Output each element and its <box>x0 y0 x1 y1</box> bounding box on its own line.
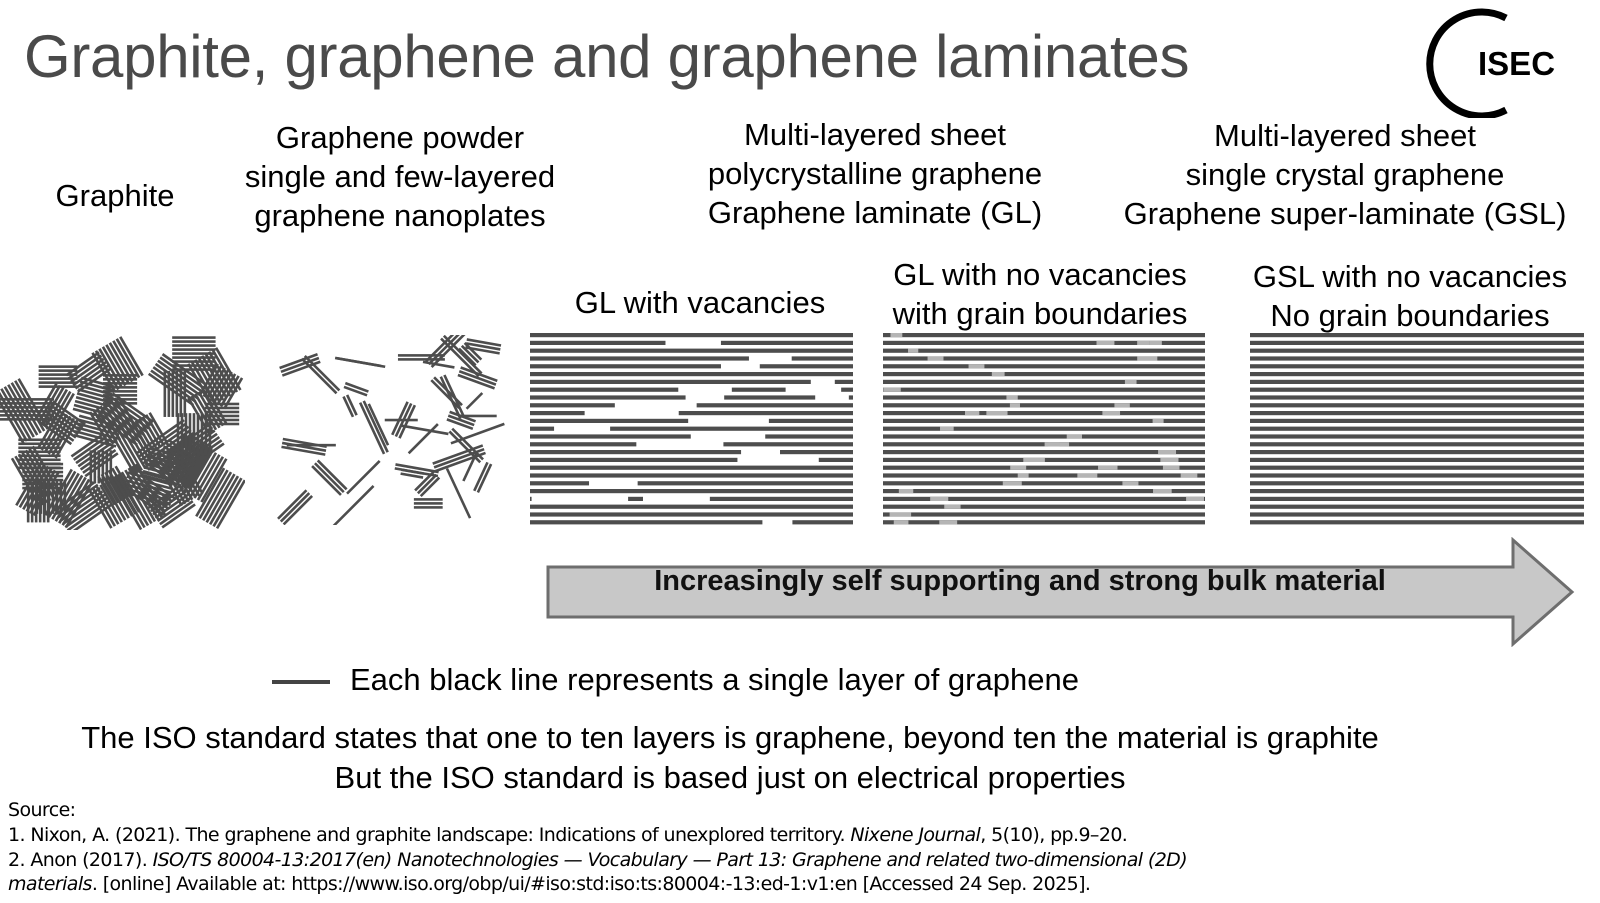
graphene-layer <box>31 482 34 523</box>
ref-link-text: . [online] Available at: https://www.iso.org/obp/ui/#iso:std:iso:ts:80004:-13:ed-1:v1:en [Accessed 24 Sep. 2025]. <box>91 873 1091 895</box>
graphene-layer <box>883 434 1205 438</box>
grain-boundary <box>890 512 912 516</box>
graphene-layer <box>314 462 345 493</box>
header-graphene-laminate <box>665 115 1085 232</box>
graphene-layer <box>385 419 418 422</box>
graphene-layer <box>47 482 50 523</box>
grain-boundary <box>965 411 979 415</box>
vacancy <box>589 481 638 486</box>
grain-boundary <box>883 388 900 392</box>
vacancy <box>811 379 835 384</box>
graphene-layer <box>1250 427 1584 431</box>
grain-boundary <box>1160 458 1178 462</box>
graphene-layer <box>883 466 1205 470</box>
subhead-gsl <box>1230 257 1590 335</box>
sources-heading: Source: <box>8 799 76 821</box>
header-line: Graphene super-laminate (GSL) <box>1123 196 1567 231</box>
graphene-layer <box>883 380 1205 384</box>
graphene-layer <box>414 498 443 501</box>
graphene-platelet <box>414 498 443 509</box>
graphene-platelet <box>311 459 347 495</box>
graphene-layer <box>180 371 183 417</box>
grain-boundary <box>1181 473 1198 477</box>
grain-boundary <box>1153 489 1172 493</box>
grain-boundary <box>944 505 960 509</box>
graphene-layer <box>172 340 215 343</box>
grain-boundary <box>1010 403 1020 407</box>
graphene-layer <box>1250 364 1584 368</box>
gl-vacancies-stack <box>530 333 860 533</box>
vacancy <box>665 340 720 345</box>
graphene-layer <box>414 506 443 509</box>
header-line: single and few-layered <box>244 159 556 194</box>
graphene-layer <box>530 333 853 337</box>
grain-boundary <box>1003 481 1022 485</box>
graphene-layer <box>883 364 1205 368</box>
grain-boundary <box>992 372 1005 376</box>
graphene-layer <box>883 403 1205 407</box>
graphene-layer <box>414 502 443 505</box>
grain-boundary <box>1122 481 1138 485</box>
header-graphene-powder <box>205 118 595 235</box>
graphene-layer <box>103 390 137 393</box>
graphene-layer <box>103 378 137 381</box>
subhead-line: GL with vacancies <box>574 285 826 320</box>
vacancy <box>815 395 849 400</box>
graphene-layer <box>39 385 78 388</box>
graphene-layer <box>103 374 137 377</box>
graphene-layer <box>176 371 179 417</box>
source-ref-2 <box>8 849 1187 871</box>
subhead-line: GL with no vacancies <box>893 257 1187 292</box>
graphene-layer <box>883 520 1205 524</box>
graphene-layer <box>883 450 1205 454</box>
vacancy <box>691 434 765 439</box>
ref-text: , 5(10), pp.9–20. <box>980 824 1128 846</box>
graphene-layer <box>883 512 1205 516</box>
grain-boundary <box>930 497 948 501</box>
graphene-layer <box>0 406 54 409</box>
vacancy <box>749 356 792 361</box>
graphene-platelet <box>466 392 484 410</box>
graphene-layer <box>1250 372 1584 376</box>
graphene-layer <box>883 349 1205 353</box>
graphene-layer <box>39 369 78 372</box>
grain-boundary <box>939 520 957 524</box>
graphene-platelet <box>359 400 389 454</box>
graphene-layer <box>103 386 137 389</box>
graphene-layer <box>90 450 93 483</box>
grain-boundary <box>1067 434 1082 438</box>
legend-label: Each black line represents a single layer of graphene <box>350 662 1079 697</box>
source-ref-2-cont <box>8 873 1090 895</box>
graphene-platelet <box>385 419 418 422</box>
vacancy <box>636 442 723 447</box>
graphene-layer <box>205 419 240 422</box>
legend-line-sample <box>272 680 330 684</box>
graphene-layer <box>883 411 1205 415</box>
vacancy <box>737 457 818 462</box>
arrow-label: Increasingly self supporting and strong bulk material <box>654 565 1386 597</box>
graphene-powder-illustration <box>258 335 508 525</box>
header-line: single crystal graphene <box>1185 157 1505 192</box>
graphene-layer <box>1250 458 1584 462</box>
graphene-layer <box>1250 411 1584 415</box>
grain-boundary <box>1045 442 1060 446</box>
graphene-layer <box>446 468 472 519</box>
graphene-layer <box>43 482 46 523</box>
graphene-layer <box>1250 466 1584 470</box>
graphene-layer <box>883 427 1205 431</box>
graphene-layer <box>1250 473 1584 477</box>
header-line: Graphene powder <box>275 120 525 155</box>
grain-boundary <box>986 411 1007 415</box>
ref-text: 2. Anon (2017). <box>8 849 153 871</box>
grain-boundary <box>1158 450 1176 454</box>
grain-boundary <box>1125 380 1137 384</box>
graphene-layer <box>0 398 54 401</box>
graphene-layer <box>94 450 97 483</box>
graphene-layer <box>1250 512 1584 516</box>
graphene-layer <box>18 442 60 445</box>
svg-text:ISEC: ISEC <box>1478 45 1556 82</box>
gsl-stack <box>1250 333 1590 533</box>
grain-boundary <box>1077 473 1097 477</box>
graphene-platelet <box>473 462 492 493</box>
graphene-layer <box>172 336 215 339</box>
graphene-layer <box>18 466 60 469</box>
graphene-layer <box>18 438 60 441</box>
subhead-line: with grain boundaries <box>892 296 1188 331</box>
graphene-layer <box>304 355 340 391</box>
graphene-layer <box>103 394 137 397</box>
subhead-gl-grain-boundaries <box>870 255 1210 333</box>
graphene-layer <box>1250 380 1584 384</box>
graphene-platelet <box>281 438 327 456</box>
grain-boundary <box>928 356 944 360</box>
page-title: Graphite, graphene and graphene laminates <box>24 23 1190 90</box>
graphene-layer <box>883 473 1205 477</box>
vacancy <box>615 403 697 408</box>
grain-boundary <box>1102 411 1120 415</box>
graphene-layer <box>530 372 853 376</box>
graphene-layer <box>423 361 455 369</box>
graphene-platelet <box>301 355 340 394</box>
graphene-layer <box>1250 505 1584 509</box>
header-line: Multi-layered sheet <box>1214 118 1476 153</box>
graphene-layer <box>172 344 215 347</box>
grain-boundary <box>908 349 918 353</box>
graphene-layer <box>205 407 240 410</box>
graphene-layer <box>39 373 78 376</box>
graphene-layer <box>18 458 60 461</box>
grain-boundary <box>1163 466 1180 470</box>
graphene-layer <box>530 489 853 493</box>
graphene-layer <box>530 481 853 485</box>
vacancy <box>643 496 710 501</box>
graphene-layer <box>205 423 240 426</box>
grain-boundary <box>1006 395 1017 399</box>
graphene-layer <box>1250 333 1584 337</box>
grain-boundary <box>940 427 954 431</box>
graphene-layer <box>0 402 54 405</box>
graphene-layer <box>530 520 853 524</box>
graphene-layer <box>1250 489 1584 493</box>
graphene-layer <box>1250 356 1584 360</box>
graphene-layer <box>883 481 1205 485</box>
grain-boundary <box>1137 356 1157 360</box>
grain-boundary <box>1186 497 1204 501</box>
header-graphite <box>20 176 210 215</box>
graphene-layer <box>172 371 175 417</box>
ref-text: 1. Nixon, A. (2021). The graphene and graphite landscape: Indications of unexplored territory. <box>8 824 851 846</box>
graphene-layer <box>172 348 215 351</box>
vacancy <box>762 520 792 525</box>
header-line: graphene nanoplates <box>254 198 546 233</box>
graphene-layer <box>1250 395 1584 399</box>
graphene-layer <box>18 450 60 453</box>
graphene-layer <box>18 446 60 449</box>
graphene-layer <box>530 356 853 360</box>
graphene-platelet <box>277 489 313 525</box>
graphene-layer <box>205 403 240 406</box>
graphene-layer <box>883 388 1205 392</box>
graphene-layer <box>883 442 1205 446</box>
graphite-illustration <box>0 330 245 530</box>
graphene-layer <box>39 377 78 380</box>
graphene-layer <box>346 460 380 494</box>
grain-boundary <box>1010 466 1026 470</box>
graphene-layer <box>102 450 105 483</box>
graphene-layer <box>530 512 853 516</box>
graphene-layer <box>530 466 853 470</box>
grain-boundary <box>894 520 909 524</box>
graphene-platelet <box>446 468 472 519</box>
graphene-layer <box>336 357 381 367</box>
grain-boundary <box>1137 341 1149 345</box>
isec-logo <box>1420 6 1598 118</box>
graphene-layer <box>35 482 38 523</box>
subhead-line: GSL with no vacancies <box>1252 259 1568 294</box>
graphene-layer <box>1250 419 1584 423</box>
header-line: Graphite <box>55 178 175 213</box>
graphene-layer <box>363 400 389 452</box>
graphene-layer <box>530 473 853 477</box>
graphene-layer <box>1250 403 1584 407</box>
graphene-layer <box>184 371 187 417</box>
vacancy <box>741 450 780 455</box>
grain-boundary <box>899 489 913 493</box>
graphene-layer <box>530 349 853 353</box>
graphene-layer <box>1250 349 1584 353</box>
graphene-layer <box>883 395 1205 399</box>
vacancy <box>686 395 725 400</box>
graphene-layer <box>205 415 240 418</box>
graphene-layer <box>530 364 853 368</box>
graphene-layer <box>1250 341 1584 345</box>
graphene-platelet <box>344 382 369 397</box>
graphene-platelet <box>400 424 449 435</box>
graphene-layer <box>1250 442 1584 446</box>
graphene-platelet <box>336 357 381 367</box>
iso-note: But the ISO standard is based just on electrical properties <box>334 760 1126 795</box>
graphene-platelet <box>346 460 380 494</box>
grain-boundary <box>890 333 902 337</box>
graphene-layer <box>466 392 484 410</box>
graphene-layer <box>883 333 1205 337</box>
graphene-layer <box>27 482 30 523</box>
gl-grain-boundaries-stack <box>883 333 1213 533</box>
source-ref-1 <box>8 824 1127 846</box>
vacancy <box>678 387 732 392</box>
graphene-layer <box>1250 434 1584 438</box>
header-graphene-super-laminate <box>1110 116 1580 233</box>
graphene-layer <box>530 380 853 384</box>
subhead-line: No grain boundaries <box>1270 298 1550 333</box>
grain-boundary <box>1023 458 1045 462</box>
graphene-layer <box>1250 481 1584 485</box>
ref-journal: Nixene Journal <box>850 824 981 846</box>
vacancy <box>688 418 769 423</box>
header-line: Multi-layered sheet <box>744 117 1006 152</box>
grain-boundary <box>1098 466 1117 470</box>
graphene-platelet <box>423 361 455 369</box>
graphene-platelet <box>465 338 501 354</box>
grain-boundary <box>1097 341 1115 345</box>
graphene-layer <box>205 411 240 414</box>
vacancy <box>554 426 610 431</box>
vacancy <box>532 496 629 501</box>
graphene-layer <box>164 371 167 417</box>
graphene-layer <box>883 505 1205 509</box>
graphene-layer <box>530 505 853 509</box>
ref-title: materials <box>8 873 92 895</box>
grain-boundary <box>1114 403 1129 407</box>
vacancy <box>585 411 679 416</box>
iso-note: The ISO standard states that one to ten layers is graphene, beyond ten the material is graphite <box>81 720 1379 755</box>
grain-boundary <box>969 364 985 368</box>
subhead-gl-vacancies <box>530 283 870 322</box>
graphene-layer <box>1250 388 1584 392</box>
graphene-platelet <box>342 394 357 417</box>
graphene-layer <box>530 411 853 415</box>
graphene-layer <box>18 454 60 457</box>
graphene-layer <box>1250 520 1584 524</box>
grain-boundary <box>1149 341 1162 345</box>
graphene-layer <box>39 482 42 523</box>
graphene-layer <box>530 450 853 454</box>
graphene-layer <box>168 371 171 417</box>
graphene-layer <box>1250 450 1584 454</box>
graphene-layer <box>39 381 78 384</box>
header-line: polycrystalline graphene <box>707 156 1043 191</box>
vacancy <box>786 387 842 392</box>
graphene-layer <box>103 382 137 385</box>
vacancy <box>721 364 760 369</box>
graphene-layer <box>400 424 449 435</box>
graphene-layer <box>883 372 1205 376</box>
graphene-layer <box>1250 497 1584 501</box>
ref-title: ISO/TS 80004-13:2017(en) Nanotechnologies — Vocabulary — Part 13: Graphene and related two-dimensional (2D) <box>152 849 1188 871</box>
header-line: Graphene laminate (GL) <box>707 195 1043 230</box>
graphene-layer <box>280 492 310 522</box>
grain-boundary <box>1018 473 1029 477</box>
grain-boundary <box>1153 419 1164 423</box>
graphene-layer <box>18 462 60 465</box>
graphene-layer <box>98 450 101 483</box>
graphene-layer <box>39 365 78 368</box>
graphene-layer <box>106 450 109 483</box>
